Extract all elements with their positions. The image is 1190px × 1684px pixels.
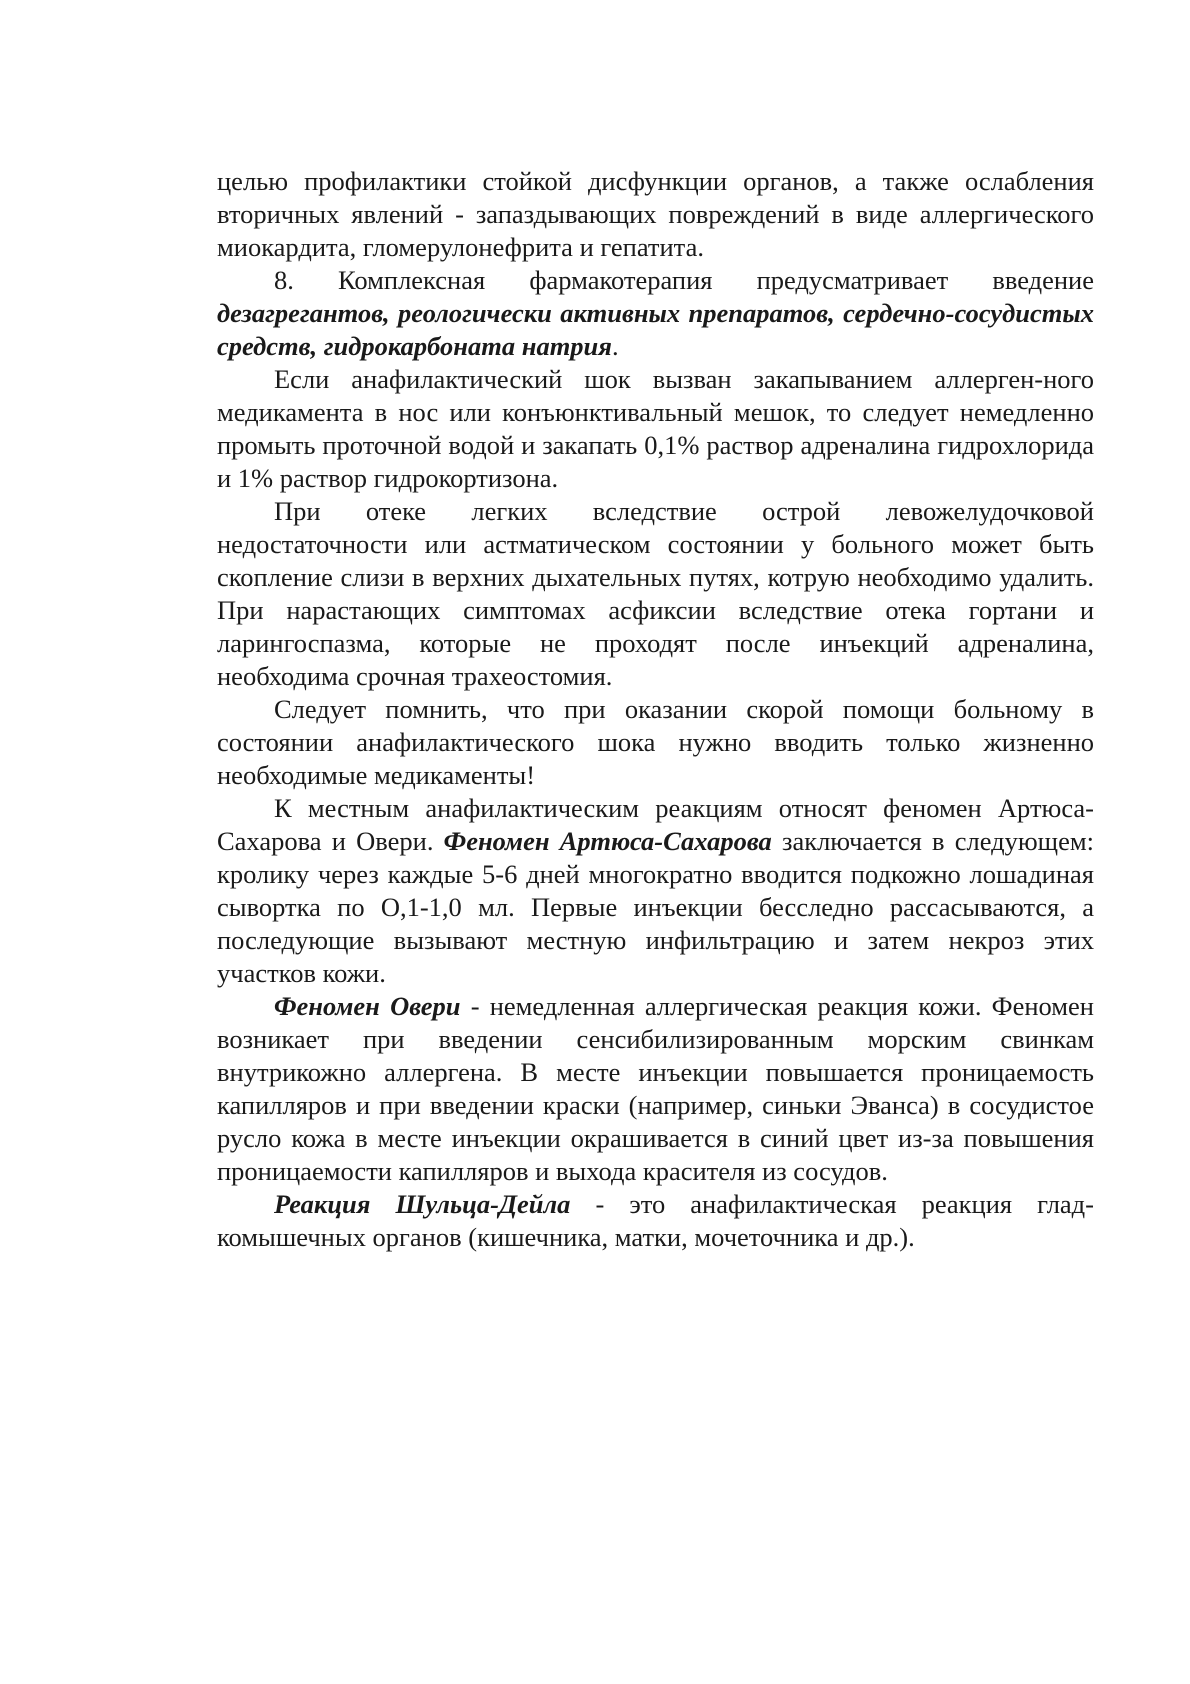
document-body: [217, 165, 1094, 1254]
text-run: При отеке легких вследствие острой левожелудочковой недостаточности или астматическом состоянии у больного может быть скопление слизи в верхних дыхательных путях, котрую необходимо удалить. При нарастающих симптомах асфиксии вследствие отека гортани и ларингоспазма, которые не проходят после инъекций адреналина, необходима срочная трахеостомия.: [217, 496, 1094, 691]
emphasis-schultz-dale: Реакция Шульца-Дейла: [274, 1189, 571, 1219]
emphasis-arthus-sakharov: Феномен Артюса-Сахарова: [443, 826, 772, 856]
paragraph-schultz-dale-reaction: [217, 1188, 1094, 1254]
paragraph-vital-medications-note: [217, 693, 1094, 792]
text-run: заключается в следующем: кролику через каждые 5-6 дней многократно вводится подкожно лошадиная сывортка по О,1-1,0 мл. Первые инъекции бесследно рассасываются, а последующие вызывают местную инфильтрацию и затем некроз этих участков кожи.: [217, 826, 1094, 988]
paragraph-pulmonary-edema: [217, 495, 1094, 693]
emphasis-overy: Феномен Овери: [274, 991, 461, 1021]
text-run: - немедленная аллергическая реакция кожи. Феномен возникает при введении сенсибилизированным морским свинкам внутрикожно аллергена. В месте инъекции повышается проницаемость капилляров и при введении краски (например, синьки Эванса) в сосудистое русло кожа в месте инъекции окрашивается в синий цвет из-за повышения проницаемости капилляров и выхода красителя из сосудов.: [217, 991, 1094, 1186]
text-run: 8. Комплексная фармакотерапия предусматривает введение: [274, 265, 1094, 295]
paragraph-nasal-conjunctival-allergen: [217, 363, 1094, 495]
text-run: .: [611, 331, 619, 361]
text-run: К местным анафилактическим реакциям относят феномен Артюса-Сахарова и Овери.: [217, 793, 1094, 856]
text-run: целью профилактики стойкой дисфункции органов, а также ослабления вторичных явлений - запаздывающих повреждений в виде аллергического миокардита, гломерулонефрита и гепатита.: [217, 166, 1094, 262]
text-run: Следует помнить, что при оказании скорой помощи больному в состоянии анафилактического шока нужно вводить только жизненно необходимые медикаменты!: [217, 694, 1094, 790]
paragraph-overy-phenomenon: [217, 990, 1094, 1188]
paragraph-organ-dysfunction-prevention: [217, 165, 1094, 264]
text-run: - это анафилактическая реакция глад-комышечных органов (кишечника, матки, мочеточника и др.).: [217, 1189, 1094, 1252]
paragraph-complex-pharmacotherapy: [217, 264, 1094, 363]
paragraph-arthus-sakharov-phenomenon: [217, 792, 1094, 990]
text-run: Если анафилактический шок вызван закапыванием аллерген-ного медикамента в нос или конъюнктивальный мешок, то следует немедленно промыть проточной водой и закапать 0,1% раствор адреналина гидрохлорида и 1% раствор гидрокортизона.: [217, 364, 1094, 493]
emphasis-drug-list: дезагрегантов, реологически активных препаратов, сердечно-сосудистых средств, гидрокарбоната натрия: [217, 298, 1094, 361]
